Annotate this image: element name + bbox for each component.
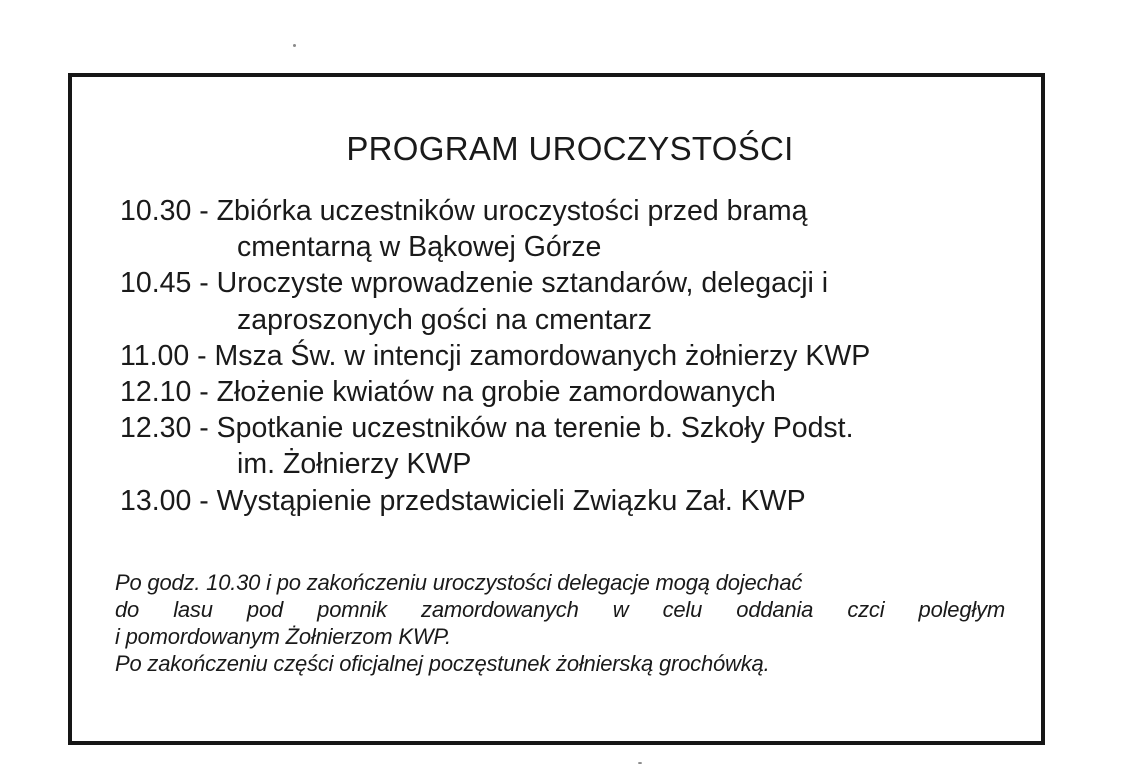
schedule-item-text: 13.00 - Wystąpienie przedstawicieli Związku Zał. KWP (120, 484, 806, 517)
scan-speck (293, 44, 296, 47)
schedule-item-text: 12.10 - Złożenie kwiatów na grobie zamordowanych (120, 376, 776, 409)
page-title: PROGRAM UROCZYSTOŚCI (346, 130, 794, 167)
scan-speck (638, 762, 642, 764)
schedule-item (120, 374, 1020, 410)
schedule-item-text: 12.30 - Spotkanie uczestników na terenie b. Szkoły Podst. (120, 412, 854, 445)
note-line: Po zakończeniu części oficjalnej poczęstunek żołnierską grochówką. (115, 651, 770, 676)
note-line: i pomordowanym Żołnierzom KWP. (115, 624, 451, 649)
schedule-item-continuation: zaproszonych gości na cmentarz (237, 303, 653, 336)
schedule-item (120, 338, 1020, 374)
info-note (115, 569, 1005, 677)
schedule-item-text: 10.45 - Uroczyste wprowadzenie sztandarów, delegacji i (120, 267, 829, 300)
schedule-item-text: 11.00 - Msza Św. w intencji zamordowanych żołnierzy KWP (120, 339, 871, 372)
schedule-item (120, 483, 1020, 519)
schedule-item-text: 10.30 - Zbiórka uczestników uroczystości przed bramą (120, 195, 808, 227)
note-line: do lasu pod pomnik zamordowanych w celu oddania czci poległym (115, 597, 1005, 622)
schedule-item-continuation: im. Żołnierzy KWP (237, 448, 472, 481)
schedule-item (120, 193, 1020, 265)
schedule-item (120, 410, 1020, 482)
note-line: Po godz. 10.30 i po zakończeniu uroczystości delegacje mogą dojechać (115, 570, 803, 595)
schedule-item-continuation: cmentarną w Bąkowej Górze (237, 231, 602, 264)
schedule-item (120, 265, 1020, 337)
schedule-list (120, 193, 1020, 519)
